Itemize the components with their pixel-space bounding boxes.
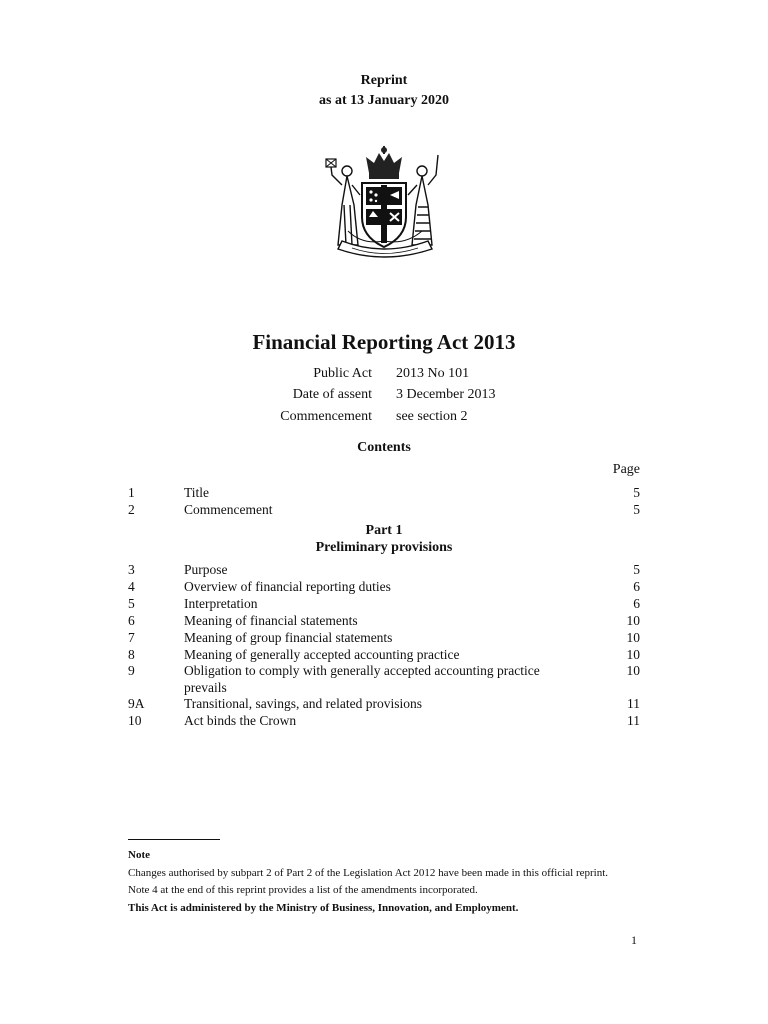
part-name: Preliminary provisions (315, 540, 453, 555)
toc-page-number: 11 (627, 713, 640, 728)
toc-section-number: 9 (128, 663, 135, 678)
toc-section-title: Interpretation (184, 596, 258, 611)
toc-section-number: 10 (128, 713, 142, 728)
footnote-text: Note 4 at the end of this reprint provides a list of the amendments incorporated. (128, 884, 478, 896)
administered-by-text: This Act is administered by the Ministry of Business, Innovation, and Employment. (128, 902, 519, 914)
toc-section-title: Overview of financial reporting duties (184, 579, 391, 594)
toc-page-number: 10 (626, 647, 640, 662)
toc-page-number: 10 (626, 630, 640, 645)
act-meta-commencement (0, 409, 768, 429)
toc-section-number: 5 (128, 596, 135, 611)
toc-page-number: 5 (633, 502, 640, 517)
toc-section-title-continued: prevails (184, 680, 227, 695)
toc-page-number: 11 (627, 696, 640, 711)
toc-section-number: 9A (128, 696, 145, 711)
page-number: 1 (631, 933, 637, 947)
toc-page-number: 10 (626, 663, 640, 678)
toc-section-number: 4 (128, 579, 135, 594)
toc-page-number: 5 (633, 562, 640, 577)
footnote-label: Note (128, 849, 150, 861)
footnote-divider (128, 839, 220, 840)
toc-section-title: Commencement (184, 502, 273, 517)
meta-label: Commencement (280, 409, 372, 424)
meta-value: see section 2 (396, 409, 468, 424)
contents-heading: Contents (357, 440, 411, 455)
meta-value: 2013 No 101 (396, 366, 470, 381)
toc-page-number: 10 (626, 613, 640, 628)
reprint-date: as at 13 January 2020 (319, 93, 449, 108)
reprint-label: Reprint (360, 73, 408, 88)
act-meta-public-act (0, 366, 768, 386)
meta-value: 3 December 2013 (396, 387, 496, 402)
toc-page-number: 6 (633, 579, 640, 594)
toc-section-title: Act binds the Crown (184, 713, 297, 728)
footnote-text: Changes authorised by subpart 2 of Part 2 of the Legislation Act 2012 have been made in this official reprint. (128, 867, 609, 879)
toc-section-title: Meaning of generally accepted accounting practice (184, 647, 460, 662)
meta-label: Date of assent (292, 387, 372, 402)
toc-section-number: 8 (128, 647, 135, 662)
toc-section-title: Meaning of group financial statements (184, 630, 393, 645)
act-title: Financial Reporting Act 2013 (252, 330, 516, 354)
toc-page-number: 5 (633, 485, 640, 500)
toc-section-number: 1 (128, 485, 135, 500)
act-meta-date-of-assent (0, 387, 768, 407)
toc-section-title: Meaning of financial statements (184, 613, 358, 628)
toc-section-number: 6 (128, 613, 135, 628)
page-column-heading: Page (612, 462, 640, 477)
toc-section-title: Obligation to comply with generally accepted accounting practice (184, 663, 540, 678)
toc-section-title: Transitional, savings, and related provisions (184, 696, 422, 711)
toc-section-title: Title (184, 485, 210, 500)
toc-page-number: 6 (633, 596, 640, 611)
toc-section-number: 2 (128, 502, 135, 517)
toc-section-number: 7 (128, 630, 135, 645)
meta-label: Public Act (313, 366, 372, 381)
toc-section-title: Purpose (184, 562, 228, 577)
part-label: Part 1 (365, 523, 403, 538)
coat-of-arms-icon (322, 145, 448, 263)
toc-section-number: 3 (128, 562, 135, 577)
